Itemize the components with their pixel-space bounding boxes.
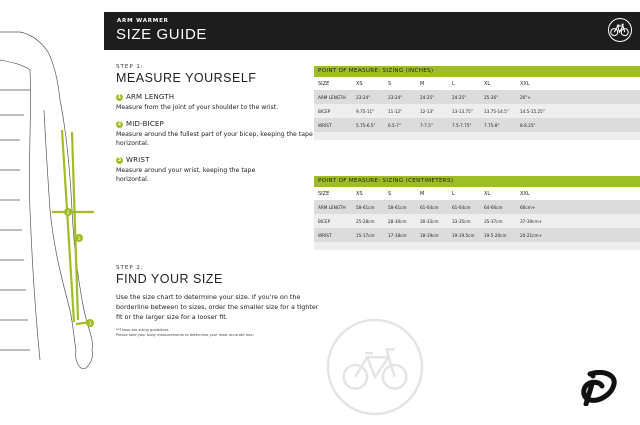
row-label: ARM LENGTH: [318, 204, 346, 210]
header-bar: [104, 12, 640, 50]
product-subtitle: ARM WARMER: [117, 18, 169, 24]
table-cell: 13.75-14.5": [484, 108, 509, 114]
figure-label-1: 1: [77, 237, 81, 242]
table-cell: 66cm+: [520, 204, 536, 210]
sizing-note-line2: Please take your body measurements to determine your most accurate size.: [116, 333, 254, 337]
table-row: [314, 200, 640, 214]
table-cell: 24-25": [452, 94, 467, 100]
table-title: POINT OF MEASURE: SIZING (INCHES): [314, 66, 640, 77]
sizing-note: [116, 328, 321, 338]
arm-length-title: ARM LENGTH: [126, 93, 175, 101]
sizing-note-line1: **These are sizing guidelines.: [116, 328, 170, 332]
number-badge: 2: [117, 120, 122, 127]
step1-section: [116, 64, 316, 184]
column-header: M: [420, 190, 425, 197]
wrist-title: WRIST: [126, 156, 150, 164]
bicep-heading: [116, 120, 316, 128]
table-cell: 7-7.5": [420, 122, 433, 128]
table-cell: 25-26": [484, 94, 499, 100]
table-cell: 61-64cm: [452, 204, 471, 210]
step1-label: STEP 1:: [116, 64, 144, 70]
arm-length-desc: Measure from the joint of your shoulder to the wrist.: [116, 104, 279, 111]
table-row: [314, 214, 640, 228]
column-header: M: [420, 80, 425, 87]
column-header: XS: [356, 80, 363, 87]
step2-label: STEP 2:: [116, 265, 144, 271]
table-cell: 20-21cm+: [520, 232, 543, 238]
table-cell: 61-64cm: [420, 204, 439, 210]
table-cell: 58-61cm: [356, 204, 375, 210]
table-cell: 15-17cm: [356, 232, 375, 238]
table-cell: 6.5-7": [388, 122, 401, 128]
table-cell: 28-30cm: [388, 218, 407, 224]
table-header-row: [314, 77, 640, 90]
arm-length-heading: [116, 93, 316, 101]
table-row: [314, 228, 640, 242]
table-cell: 5.75-6.5": [356, 122, 376, 128]
table-cell: 12-13": [420, 108, 435, 114]
number-badge: 1: [117, 93, 122, 100]
number-badge: 3: [117, 156, 122, 163]
table-cell: 24-25": [420, 94, 435, 100]
bicycle-icon: [608, 18, 632, 42]
column-header: XS: [356, 190, 363, 197]
column-header: S: [388, 190, 392, 197]
arm-figure: [0, 20, 100, 380]
bicep-desc: Measure around the fullest part of your bicep, keeping the tape horizontal.: [116, 131, 313, 147]
table-cell: 14.5-15.25": [520, 108, 545, 114]
column-header: SIZE: [318, 80, 330, 87]
row-label: WRIST: [318, 122, 332, 128]
column-header: XL: [484, 80, 491, 87]
table-cell: 7.75-8": [484, 122, 500, 128]
table-row: [314, 118, 640, 132]
sizing-table-centimeters: [314, 176, 640, 250]
table-cell: 23-24": [388, 94, 403, 100]
row-label: ARM LENGTH: [318, 94, 346, 100]
sizing-table-inches: [314, 66, 640, 140]
table-cell: 33-35cm: [452, 218, 471, 224]
step1-heading: MEASURE YOURSELF: [116, 71, 257, 85]
figure-label-3: 3: [88, 322, 92, 327]
table-header-row: [314, 187, 640, 200]
table-cell: 17-18cm: [388, 232, 407, 238]
step2-heading: FIND YOUR SIZE: [116, 272, 223, 286]
table-cell: 19.5-20cm: [484, 232, 507, 238]
table-cell: 13-13.75": [452, 108, 473, 114]
table-cell: 37-39cm+: [520, 218, 543, 224]
column-header: L: [452, 80, 455, 87]
table-cell: 8-8.25": [520, 122, 536, 128]
table-spacer: [314, 242, 640, 250]
table-cell: 7.5-7.75": [452, 122, 472, 128]
table-cell: 19-19.5cm: [452, 232, 475, 238]
table-cell: 26"+: [520, 94, 531, 100]
column-header: XXL: [520, 80, 530, 87]
row-label: WRIST: [318, 232, 332, 238]
row-label: BICEP: [318, 108, 331, 114]
table-row: [314, 90, 640, 104]
step2-section: [116, 265, 321, 338]
table-cell: 25-28cm: [356, 218, 375, 224]
figure-label-2: 2: [66, 211, 70, 216]
table-cell: 64-66cm: [484, 204, 503, 210]
column-header: XXL: [520, 190, 530, 197]
column-header: SIZE: [318, 190, 330, 197]
bicycle-watermark-icon: [326, 318, 424, 416]
wrist-heading: [116, 156, 316, 164]
bicep-title: MID-BICEP: [126, 120, 164, 128]
table-cell: 18-19cm: [420, 232, 439, 238]
table-row: [314, 104, 640, 118]
brand-logo: [578, 370, 618, 406]
step2-desc: Use the size chart to determine your size. If you're on the borderline between to sizes, order the smaller size for a tighter fit or the larger size for a looser fit.: [116, 293, 319, 321]
page-title: SIZE GUIDE: [116, 26, 208, 43]
table-spacer: [314, 132, 640, 140]
table-cell: 30-33cm: [420, 218, 439, 224]
column-header: XL: [484, 190, 491, 197]
row-label: BICEP: [318, 218, 331, 224]
column-header: S: [388, 80, 392, 87]
column-header: L: [452, 190, 455, 197]
table-cell: 35-37cm: [484, 218, 503, 224]
table-cell: 58-61cm: [388, 204, 407, 210]
table-cell: 11-12": [388, 108, 403, 114]
table-cell: 23-24": [356, 94, 371, 100]
table-title: POINT OF MEASURE: SIZING (CENTIMETERS): [314, 176, 640, 187]
table-cell: 9.75-11": [356, 108, 375, 114]
wrist-desc: Measure around your wrist, keeping the tape horizontal.: [116, 167, 256, 183]
